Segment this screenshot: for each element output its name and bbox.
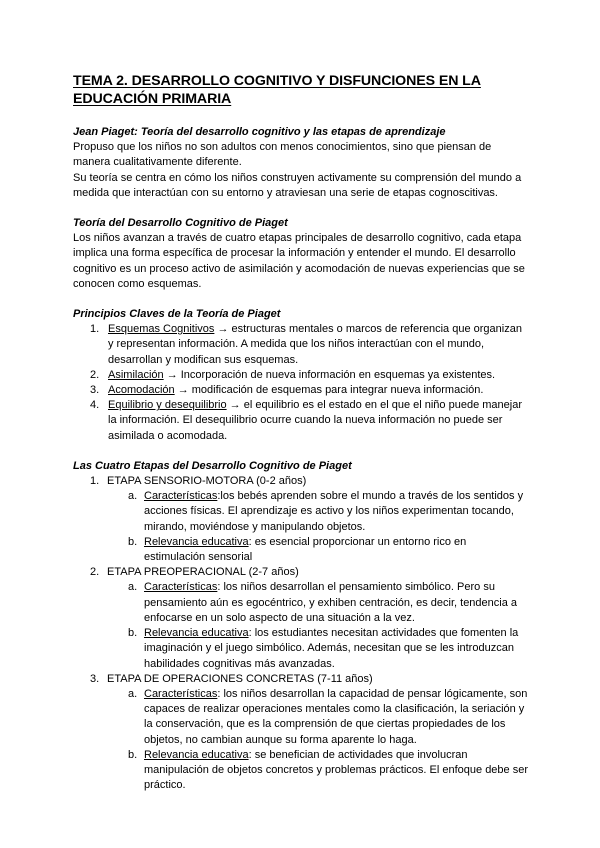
section-heading: Teoría del Desarrollo Cognitivo de Piaget — [73, 217, 288, 230]
list-marker: b. — [128, 535, 138, 548]
stage-item — [73, 672, 530, 687]
list-marker: a. — [128, 581, 138, 594]
list-item — [73, 687, 530, 748]
paragraph: Los niños avanzan a través de cuatro etapas principales de desarrollo cognitivo, cada etapa implica una forma específica de procesar la información y entender el mundo. El desarrollo cognitivo es un proceso activo de asimilación y acomodación de nuevas experiencias que se conocen como esquemas. — [73, 232, 525, 290]
list-marker: 2. — [90, 566, 100, 579]
section-stages — [73, 459, 530, 793]
list-marker: b. — [128, 748, 138, 761]
term: Características — [144, 490, 218, 503]
term: Relevancia educativa — [144, 748, 249, 761]
list-marker: 4. — [90, 399, 100, 412]
list-marker: 2. — [90, 368, 100, 381]
definition: → Incorporación de nueva información en esquemas ya existentes. — [163, 368, 496, 381]
paragraph: Propuso que los niños no son adultos con menos conocimientos, sino que piensan de manera cualitativamente diferente. — [73, 141, 492, 169]
term: Relevancia educativa — [144, 535, 249, 548]
term: Esquemas Cognitivos — [108, 323, 215, 336]
definition: → estructuras mentales o marcos de referencia que organizan y representan información. A medida que los niños interactúan con el mundo, desarrollan y modifican sus esquemas. — [108, 323, 522, 366]
stage-title: ETAPA PREOPERACIONAL (2-7 años) — [107, 566, 299, 579]
list-item — [73, 626, 530, 672]
term: Características — [144, 687, 218, 700]
stage-item — [73, 565, 530, 580]
stage-points — [73, 687, 530, 793]
stage-title: ETAPA SENSORIO-MOTORA (0-2 años) — [107, 475, 307, 488]
section-principles — [73, 307, 530, 444]
stages-list — [73, 565, 530, 580]
list-item — [73, 383, 530, 398]
stages-list — [73, 672, 530, 687]
list-marker: 3. — [90, 384, 100, 397]
list-item — [73, 535, 530, 565]
section-heading: Principios Claves de la Teoría de Piaget — [73, 308, 281, 321]
paragraph: Su teoría se centra en cómo los niños construyen activamente su comprensión del mundo a medida que interactúan con su entorno y atraviesan una serie de etapas cognoscitivas. — [73, 171, 522, 199]
section-theory — [73, 216, 530, 292]
list-item — [73, 368, 530, 383]
term: Características — [144, 581, 218, 594]
definition: → modificación de esquemas para integrar nueva información. — [174, 384, 484, 397]
list-marker: a. — [128, 687, 138, 700]
stage-item — [73, 474, 530, 489]
document-title: TEMA 2. DESARROLLO COGNITIVO Y DISFUNCIONES EN LA EDUCACIÓN PRIMARIA — [73, 73, 481, 107]
list-marker: a. — [128, 490, 138, 503]
list-marker: 3. — [90, 672, 100, 685]
definition: : los niños desarrollan el pensamiento simbólico. Pero su pensamiento aún es egocéntrico, y exhiben centración, es decir, tendencia a enfocarse en un solo aspecto de una situación a la vez. — [144, 581, 518, 624]
term: Relevancia educativa — [144, 627, 249, 640]
list-marker: 1. — [90, 323, 100, 336]
term: Asimilación — [108, 368, 164, 381]
stage-points — [73, 580, 530, 671]
list-item — [73, 398, 530, 444]
list-item — [73, 580, 530, 626]
section-heading: Las Cuatro Etapas del Desarrollo Cognitivo de Piaget — [73, 459, 352, 472]
definition: : los niños desarrollan la capacidad de pensar lógicamente, son capaces de realizar operaciones mentales como la clasificación, la seriación y la conservación, que es la comprensión de que ciertas propiedades de los objetos, no cambian aunque su forma aparente lo haga. — [144, 687, 528, 746]
list-item — [73, 322, 530, 368]
list-marker: b. — [128, 627, 138, 640]
list-item — [73, 489, 530, 535]
stage-title: ETAPA DE OPERACIONES CONCRETAS (7-11 años) — [107, 672, 373, 685]
term: Acomodación — [108, 384, 175, 397]
definition: : es esencial proporcionar un entorno rico en estimulación sensorial — [144, 535, 467, 564]
term: Equilibrio y desequilibrio — [108, 399, 227, 412]
section-heading: Jean Piaget: Teoría del desarrollo cognitivo y las etapas de aprendizaje — [73, 126, 446, 138]
principles-list — [73, 322, 530, 444]
list-marker: 1. — [90, 475, 100, 488]
definition: : los estudiantes necesitan actividades que fomenten la imaginación y el juego simbólico. Además, necesitan que se les introduzcan habilidades cognitivas más avanzadas. — [144, 627, 519, 670]
definition: → el equilibrio es el estado en el que el niño puede manejar la información. El desequilibrio ocurre cuando la nueva información no puede ser asimilada o acomodada. — [108, 399, 522, 442]
stage-points — [73, 489, 530, 565]
list-item — [73, 748, 530, 794]
section-piaget-intro — [73, 125, 530, 201]
definition: : se benefician de actividades que involucran manipulación de objetos concretos y problemas prácticos. El enfoque debe ser práctico. — [144, 748, 529, 792]
definition: :los bebés aprenden sobre el mundo a través de los sentidos y acciones físicas. El aprendizaje es activo y los niños experimentan tocando, mirando, moviéndose y manipulando objetos. — [144, 490, 524, 533]
stages-list — [73, 474, 530, 489]
